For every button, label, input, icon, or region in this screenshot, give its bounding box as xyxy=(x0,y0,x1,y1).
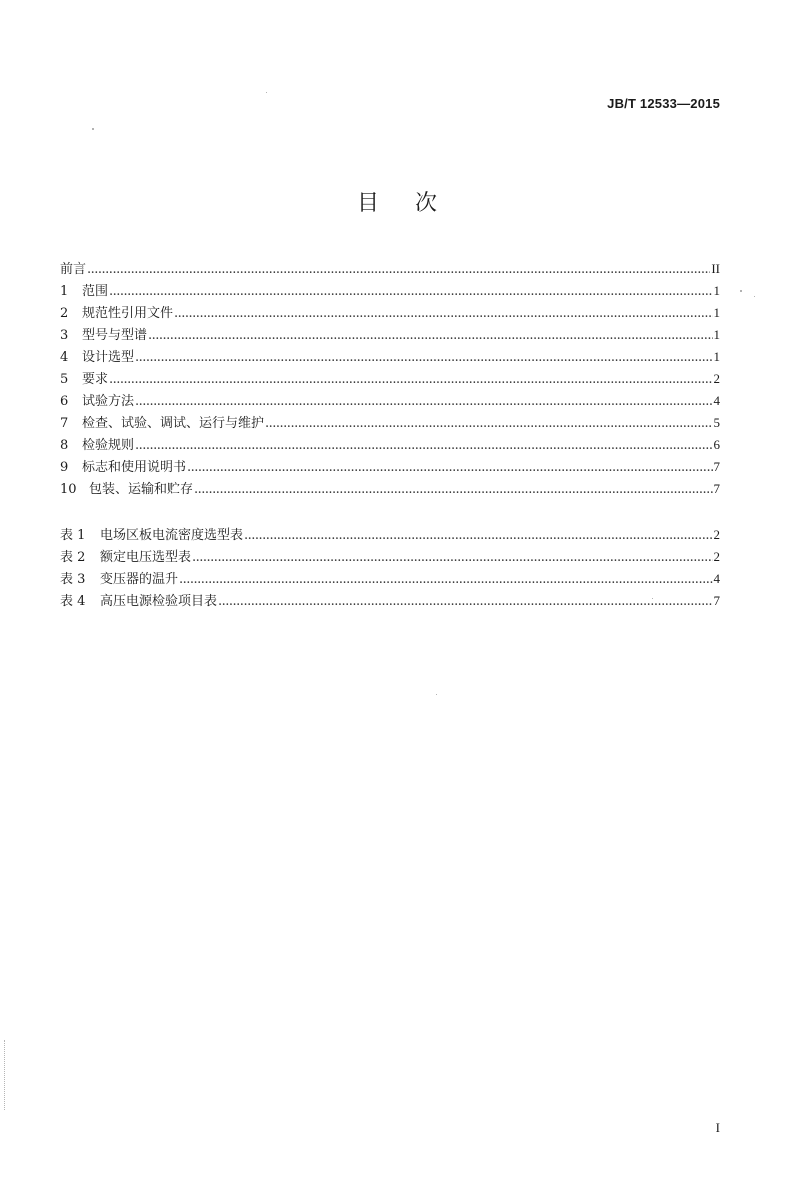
toc-leader xyxy=(192,547,712,569)
scan-speck xyxy=(754,296,755,297)
toc-leader xyxy=(135,435,712,457)
toc-page-number: 2 xyxy=(713,371,720,386)
toc-page-number: 5 xyxy=(713,415,720,430)
toc-number: 8 xyxy=(60,438,69,453)
toc-page-number: 4 xyxy=(713,393,720,408)
table-label: 高压电源检验项目表 xyxy=(100,594,218,609)
toc-leader xyxy=(187,457,712,479)
toc-label: 前言 xyxy=(60,262,87,277)
toc-entry-10[interactable] xyxy=(60,478,720,500)
standard-number: JB/T 12533—2015 xyxy=(607,96,720,111)
toc-page-number: 1 xyxy=(713,305,720,320)
toc-number: 3 xyxy=(60,328,69,343)
scan-speck xyxy=(436,694,437,695)
table-number: 表 1 xyxy=(60,528,86,543)
table-number: 表 2 xyxy=(60,550,86,565)
toc-page-number: II xyxy=(711,261,720,276)
scan-speck xyxy=(92,128,94,130)
toc-page-number: 1 xyxy=(713,327,720,342)
toc-label: 检验规则 xyxy=(82,438,135,453)
toc-number: 10 xyxy=(60,482,77,497)
table-entry-2[interactable] xyxy=(60,546,720,568)
toc-label: 检查、试验、调试、运行与维护 xyxy=(82,416,265,431)
table-entry-4[interactable] xyxy=(60,590,720,612)
toc-entry-5[interactable] xyxy=(60,368,720,390)
toc-leader xyxy=(244,525,712,547)
toc-leader xyxy=(135,391,712,413)
toc-page-number: 1 xyxy=(713,349,720,364)
page-title: 目次 xyxy=(356,191,473,216)
toc-page-number: 7 xyxy=(713,593,720,608)
toc-label: 型号与型谱 xyxy=(82,328,148,343)
table-entry-1[interactable] xyxy=(60,524,720,546)
toc-page-number: 7 xyxy=(713,481,720,496)
toc-leader xyxy=(265,413,712,435)
scan-speck xyxy=(266,92,267,93)
toc-leader xyxy=(148,325,712,347)
toc-number: 7 xyxy=(60,416,69,431)
toc-entry-foreword[interactable] xyxy=(60,258,720,280)
toc-label: 试验方法 xyxy=(82,394,135,409)
table-label: 变压器的温升 xyxy=(100,572,179,587)
toc-number: 1 xyxy=(60,284,69,299)
toc-entry-1[interactable] xyxy=(60,280,720,302)
toc-page-number: 7 xyxy=(713,459,720,474)
toc-entry-2[interactable] xyxy=(60,302,720,324)
toc-leader xyxy=(194,479,712,501)
toc-label: 范围 xyxy=(82,284,109,299)
toc-leader xyxy=(218,591,712,613)
table-of-contents xyxy=(60,258,720,500)
toc-label: 规范性引用文件 xyxy=(82,306,174,321)
toc-page-number: 2 xyxy=(713,527,720,542)
table-number: 表 3 xyxy=(60,572,86,587)
toc-leader xyxy=(174,303,712,325)
toc-number: 4 xyxy=(60,350,69,365)
scan-edge-mark xyxy=(4,1040,6,1110)
toc-label: 设计选型 xyxy=(82,350,135,365)
scan-speck xyxy=(652,598,653,599)
toc-label: 标志和使用说明书 xyxy=(82,460,187,475)
toc-leader xyxy=(109,281,712,303)
toc-page-number: 4 xyxy=(713,571,720,586)
toc-number: 5 xyxy=(60,372,69,387)
toc-entry-4[interactable] xyxy=(60,346,720,368)
toc-entry-6[interactable] xyxy=(60,390,720,412)
toc-entry-9[interactable] xyxy=(60,456,720,478)
toc-number: 9 xyxy=(60,460,69,475)
toc-page-number: 6 xyxy=(713,437,720,452)
toc-entry-7[interactable] xyxy=(60,412,720,434)
toc-page-number: 1 xyxy=(713,283,720,298)
toc-leader xyxy=(179,569,712,591)
table-number: 表 4 xyxy=(60,594,86,609)
page-number: I xyxy=(715,1120,720,1135)
toc-label: 要求 xyxy=(82,372,109,387)
list-of-tables xyxy=(60,524,720,612)
toc-page-number: 2 xyxy=(713,549,720,564)
toc-leader xyxy=(135,347,712,369)
toc-entry-3[interactable] xyxy=(60,324,720,346)
toc-number: 2 xyxy=(60,306,69,321)
toc-number: 6 xyxy=(60,394,69,409)
toc-entry-8[interactable] xyxy=(60,434,720,456)
toc-label: 包装、运输和贮存 xyxy=(89,482,194,497)
table-label: 额定电压选型表 xyxy=(100,550,192,565)
scan-speck xyxy=(740,290,742,292)
table-label: 电场区板电流密度选型表 xyxy=(100,528,244,543)
toc-leader xyxy=(109,369,712,391)
toc-leader xyxy=(87,259,710,281)
table-entry-3[interactable] xyxy=(60,568,720,590)
